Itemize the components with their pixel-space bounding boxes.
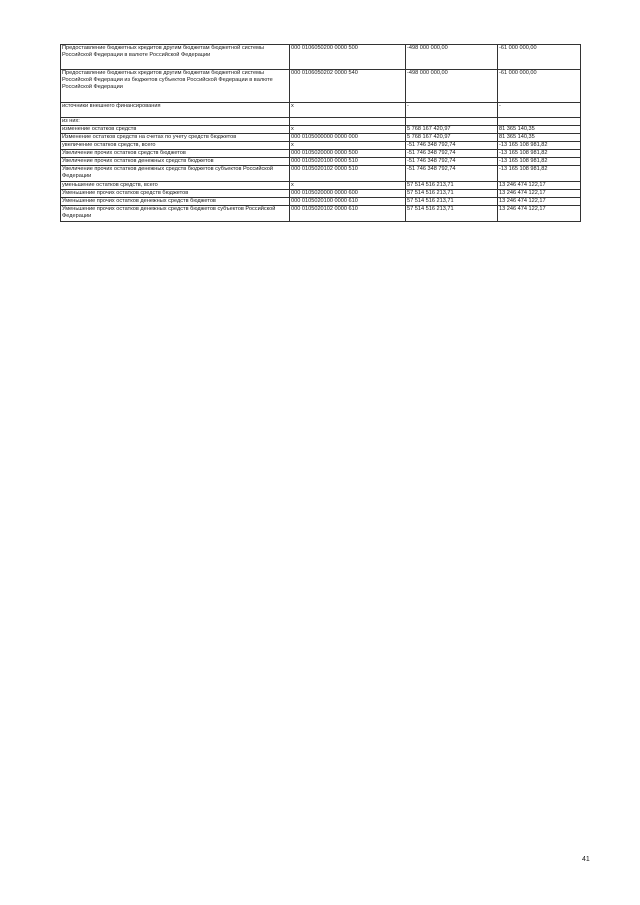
row-code-cell: x (290, 142, 406, 150)
table-row (61, 150, 581, 158)
row-fact-value-cell (498, 118, 581, 126)
table-row (61, 206, 581, 222)
table-row (61, 134, 581, 142)
table-row (61, 118, 581, 126)
row-plan-value-cell: -51 746 348 792,74 (406, 158, 498, 166)
row-fact-value-cell: 13 246 474 122,17 (498, 198, 581, 206)
row-fact-value-cell: -13 165 108 981,82 (498, 142, 581, 150)
row-plan-value-cell: -51 746 348 792,74 (406, 166, 498, 182)
row-code-cell: x (290, 126, 406, 134)
row-plan-value-cell: 57 514 516 213,71 (406, 190, 498, 198)
table-row (61, 142, 581, 150)
row-name-cell: источники внешнего финансирования (61, 103, 290, 118)
row-plan-value-cell (406, 118, 498, 126)
row-code-cell (290, 118, 406, 126)
row-code-cell: x (290, 103, 406, 118)
row-plan-value-cell: -498 000 000,00 (406, 70, 498, 103)
row-name-cell: Уменьшение прочих остатков средств бюджетов (61, 190, 290, 198)
row-plan-value-cell: 5 768 167 420,97 (406, 126, 498, 134)
row-fact-value-cell: 13 246 474 122,17 (498, 182, 581, 190)
row-code-cell: 000 0105020100 0000 510 (290, 158, 406, 166)
row-plan-value-cell: 57 514 516 213,71 (406, 182, 498, 190)
row-code-cell: 000 0106050202 0000 540 (290, 70, 406, 103)
row-code-cell: 000 0105020100 0000 610 (290, 198, 406, 206)
row-name-cell: изменение остатков средств (61, 126, 290, 134)
row-plan-value-cell: 57 514 516 213,71 (406, 206, 498, 222)
table-row (61, 70, 581, 103)
table-row (61, 182, 581, 190)
document-sheet (60, 44, 580, 222)
row-name-cell: Уменьшение прочих остатков денежных средств бюджетов (61, 198, 290, 206)
row-fact-value-cell: 81 365 140,35 (498, 126, 581, 134)
row-fact-value-cell: 13 246 474 122,17 (498, 206, 581, 222)
table-row (61, 126, 581, 134)
row-code-cell: 000 0106050200 0000 500 (290, 45, 406, 70)
row-fact-value-cell: -13 165 108 981,82 (498, 158, 581, 166)
row-plan-value-cell: -51 746 348 792,74 (406, 150, 498, 158)
row-code-cell: 000 0105020102 0000 610 (290, 206, 406, 222)
table-row (61, 158, 581, 166)
row-code-cell: 000 0105000000 0000 000 (290, 134, 406, 142)
row-fact-value-cell: -61 000 000,00 (498, 45, 581, 70)
row-code-cell: 000 0105020000 0000 600 (290, 190, 406, 198)
row-fact-value-cell: 81 365 140,35 (498, 134, 581, 142)
row-code-cell: 000 0105020102 0000 510 (290, 166, 406, 182)
row-name-cell: Уменьшение прочих остатков денежных средств бюджетов субъектов Российской Федерации (61, 206, 290, 222)
row-name-cell: Увеличение прочих остатков денежных средств бюджетов субъектов Российской Федерации (61, 166, 290, 182)
row-plan-value-cell: - (406, 103, 498, 118)
table-row (61, 190, 581, 198)
row-name-cell: Изменение остатков средств на счетах по учету средств бюджетов (61, 134, 290, 142)
budget-sources-table (60, 44, 581, 222)
row-code-cell: x (290, 182, 406, 190)
row-fact-value-cell: - (498, 103, 581, 118)
row-name-cell: Увеличение прочих остатков денежных средств бюджетов (61, 158, 290, 166)
table-row (61, 166, 581, 182)
row-plan-value-cell: 57 514 516 213,71 (406, 198, 498, 206)
row-fact-value-cell: -13 165 108 981,82 (498, 150, 581, 158)
row-name-cell: Предоставление бюджетных кредитов другим бюджетам бюджетной системы Российской Федерации в валюте Российской Федерации (61, 45, 290, 70)
row-fact-value-cell: 13 246 474 122,17 (498, 190, 581, 198)
budget-table-body (61, 45, 581, 222)
row-code-cell: 000 0105020000 0000 500 (290, 150, 406, 158)
table-row (61, 45, 581, 70)
row-name-cell: Увеличение прочих остатков средств бюджетов (61, 150, 290, 158)
row-name-cell: увеличение остатков средств, всего (61, 142, 290, 150)
row-plan-value-cell: -498 000 000,00 (406, 45, 498, 70)
row-name-cell: Предоставление бюджетных кредитов другим бюджетам бюджетной системы Российской Федерации из бюджетов субъектов Российской Федерации в валюте Российской Федерации (61, 70, 290, 103)
row-name-cell: уменьшение остатков средств, всего (61, 182, 290, 190)
table-row (61, 103, 581, 118)
row-plan-value-cell: -51 746 348 792,74 (406, 142, 498, 150)
table-row (61, 198, 581, 206)
row-name-cell: из них: (61, 118, 290, 126)
page-number: 41 (582, 856, 590, 863)
row-fact-value-cell: -61 000 000,00 (498, 70, 581, 103)
row-fact-value-cell: -13 165 108 981,82 (498, 166, 581, 182)
row-plan-value-cell: 5 768 167 420,97 (406, 134, 498, 142)
